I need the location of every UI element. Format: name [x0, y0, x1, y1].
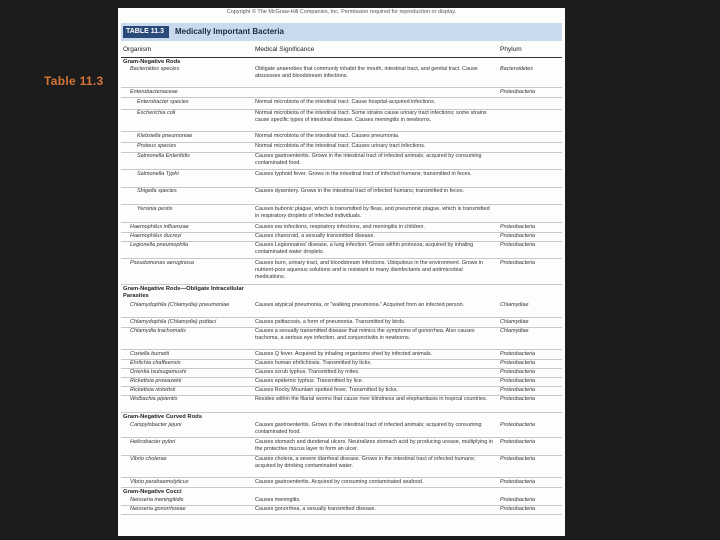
table-row — [121, 206, 562, 223]
organism-cell: Enterobacter species — [137, 99, 189, 105]
group-header-row — [121, 286, 562, 300]
significance-cell: Causes epidemic typhus. Transmitted by lice. — [255, 378, 364, 384]
phylum-cell: Proteobacteria — [500, 89, 536, 95]
organism-cell: Vibrio parahaemolyticus — [130, 479, 189, 485]
table-row — [121, 89, 562, 98]
organism-cell: Salmonella Typhi — [137, 171, 179, 177]
significance-cell: Causes ear infections, respiratory infections, and meningitis in children. — [255, 224, 425, 230]
table-row — [121, 387, 562, 396]
significance-cell: Causes Rocky Mountain spotted fever. Transmitted by ticks. — [255, 387, 398, 393]
table-row — [121, 396, 562, 413]
organism-cell: Helicobacter pylori — [130, 439, 176, 445]
significance-cell: Causes human ehrlichiosis. Transmitted by ticks. — [255, 360, 372, 366]
significance-cell: Causes gonorrhea, a sexually transmitted disease. — [255, 506, 377, 512]
table-row — [121, 369, 562, 378]
group-label: Gram-Negative Rods—Obligate Intracellular Parasites — [123, 286, 244, 299]
table-row — [121, 456, 562, 478]
significance-cell: Obligate anaerobes that commonly inhabit the mouth, intestinal tract, and genital tract. Cause abscesses and bloodstream infections. — [255, 66, 478, 79]
organism-cell: Neisseria gonorrhoeae — [130, 506, 186, 512]
significance-cell: Causes gastroenteritis. Grows in the intestinal tract of infected animals; acquired by consuming contaminated food. — [255, 153, 482, 166]
organism-cell: Chlamydophila (Chlamydia) psittaci — [130, 319, 217, 325]
organism-cell: Ehrlichia chaffeensis — [130, 360, 181, 366]
organism-cell: Salmonella Enteritidis — [137, 153, 190, 159]
phylum-cell: Proteobacteria — [500, 506, 536, 512]
table-row — [121, 422, 562, 438]
column-header-organism: Organism — [123, 46, 152, 53]
organism-cell: Orientia tsutsugamushi — [130, 369, 187, 375]
table-row — [121, 360, 562, 369]
table-row — [121, 143, 562, 153]
organism-cell: Neisseria meningitidis — [130, 497, 184, 503]
group-header-row — [121, 489, 562, 496]
table-row — [121, 153, 562, 170]
table-row — [121, 351, 562, 360]
significance-cell: Causes gastroenteritis. Acquired by consuming contaminated seafood. — [255, 479, 424, 485]
significance-cell: Causes meningitis. — [255, 497, 301, 503]
table-row — [121, 302, 562, 318]
organism-cell: Escherichia coli — [137, 110, 176, 116]
organism-cell: Chlamydia trachomatis — [130, 328, 186, 334]
phylum-cell: Proteobacteria — [500, 387, 536, 393]
group-label: Gram-Negative Cocci — [123, 489, 182, 495]
table-title: Medically Important Bacteria — [175, 27, 284, 36]
phylum-cell: Proteobacteria — [500, 439, 536, 445]
phylum-cell: Proteobacteria — [500, 479, 536, 485]
phylum-cell: Proteobacteria — [500, 224, 536, 230]
table-row — [121, 260, 562, 285]
table-row — [121, 328, 562, 350]
table-row — [121, 133, 562, 143]
phylum-cell: Proteobacteria — [500, 378, 536, 384]
significance-cell: Causes Legionnaires' disease, a lung infection. Grows within protozoa; acquired by inhaling contaminated water droplets. — [255, 242, 474, 255]
table-header — [121, 43, 562, 58]
phylum-cell: Chlamydiae — [500, 328, 529, 334]
phylum-cell: Proteobacteria — [500, 396, 536, 402]
group-label: Gram-Negative Rods — [123, 59, 181, 65]
significance-cell: Causes bubonic plague, which is transmitted by fleas, and pneumonic plague, which is transmitted in respiratory droplets of infected individuals. — [255, 206, 490, 219]
significance-cell: Normal microbiota of the intestinal tract. Cause hospital-acquired infections. — [255, 99, 436, 105]
significance-cell — [255, 89, 493, 97]
group-header-row — [121, 414, 562, 421]
organism-cell: Yersinia pestis — [137, 206, 173, 212]
significance-cell: Causes atypical pneumonia, or "walking pneumonia." Acquired from an infected person. — [255, 302, 465, 308]
organism-cell: Wolbachia pipientis — [130, 396, 178, 402]
organism-cell: Haemophilus influenzae — [130, 224, 189, 230]
table-row — [121, 497, 562, 506]
significance-cell: Causes psittacosis, a form of pneumonia. Transmitted by birds. — [255, 319, 406, 325]
phylum-cell: Proteobacteria — [500, 422, 536, 428]
phylum-cell: Proteobacteria — [500, 369, 536, 375]
organism-cell: Shigella species — [137, 188, 177, 194]
significance-cell: Causes chancroid, a sexually transmitted disease. — [255, 233, 375, 239]
phylum-cell: Proteobacteria — [500, 233, 536, 239]
phylum-cell: Proteobacteria — [500, 456, 536, 462]
column-header-significance: Medical Significance — [255, 46, 315, 53]
table-row — [121, 506, 562, 515]
organism-cell: Legionella pneumophila — [130, 242, 189, 248]
phylum-cell: Proteobacteria — [500, 260, 536, 266]
phylum-cell: Bacteroidetes — [500, 66, 533, 72]
organism-cell: Haemophilus ducreyi — [130, 233, 182, 239]
significance-cell: Normal microbiota of the intestinal tract. Causes urinary tract infections. — [255, 143, 426, 149]
significance-cell: Causes Q fever. Acquired by inhaling organisms shed by infected animals. — [255, 351, 433, 357]
group-label: Gram-Negative Curved Rods — [123, 414, 202, 420]
table-row — [121, 242, 562, 259]
table-row — [121, 224, 562, 233]
table-row — [121, 188, 562, 205]
table-row — [121, 110, 562, 132]
organism-cell: Chlamydophila (Chlamydia) pneumoniae — [130, 302, 230, 308]
table-number: TABLE 11.3 — [123, 26, 169, 38]
column-header-phylum: Phylum — [500, 46, 522, 53]
phylum-cell: Proteobacteria — [500, 242, 536, 248]
organism-cell: Bacteroides species — [130, 66, 180, 72]
organism-cell: Coxiella burnetii — [130, 351, 170, 357]
organism-cell: Campylobacter jejuni — [130, 422, 182, 428]
slide-label: Table 11.3 — [44, 74, 104, 88]
organism-cell: Pseudomonas aeruginosa — [130, 260, 194, 266]
organism-cell: Enterobacteriaceae — [130, 89, 178, 95]
table-title-bar — [121, 23, 562, 41]
significance-cell: Normal microbiota of the intestinal tract. Some strains cause urinary tract infections; some strains cause specific types of intestinal disease. Causes meningitis in newborns. — [255, 110, 487, 123]
organism-cell: Rickettsia rickettsii — [130, 387, 176, 393]
phylum-cell: Chlamydiae — [500, 302, 529, 308]
significance-cell: Causes typhoid fever. Grows in the intestinal tract of infected humans; transmitted in feces. — [255, 171, 472, 177]
phylum-cell: Proteobacteria — [500, 497, 536, 503]
organism-cell: Vibrio cholerae — [130, 456, 167, 462]
significance-cell: Normal microbiota of the intestinal tract. Causes pneumonia. — [255, 133, 400, 139]
organism-cell: Rickettsia prowazekii — [130, 378, 182, 384]
significance-cell: Causes gastroenteritis. Grows in the intestinal tract of infected animals; acquired by consuming contaminated food. — [255, 422, 482, 435]
significance-cell: Causes a sexually transmitted disease that mimics the symptoms of gonorrhea. Also causes trachoma, a serious eye infection, and conjunctivitis in newborns. — [255, 328, 475, 341]
significance-cell: Resides within the filarial worms that cause river blindness and elephantiasis in tropical countries. — [255, 396, 488, 402]
organism-cell: Klebsiella pneumoniae — [137, 133, 193, 139]
group-header-row — [121, 59, 562, 66]
significance-cell: Causes scrub typhus. Transmitted by mites. — [255, 369, 360, 375]
table-row — [121, 319, 562, 328]
table-row — [121, 439, 562, 456]
table-row — [121, 171, 562, 188]
table-row — [121, 66, 562, 88]
table-page — [118, 8, 565, 536]
phylum-cell: Chlamydiae — [500, 319, 529, 325]
organism-cell: Proteus species — [137, 143, 177, 149]
phylum-cell: Proteobacteria — [500, 351, 536, 357]
significance-cell: Causes burn, urinary tract, and bloodstream infections. Ubiquitous in the environment. Grows in nutrient-poor aqueous solutions and is resistant to many disinfectants and antimicrobial medications. — [255, 260, 484, 280]
table-row — [121, 479, 562, 488]
phylum-cell: Proteobacteria — [500, 360, 536, 366]
table-row — [121, 99, 562, 110]
table-row — [121, 378, 562, 387]
significance-cell: Causes dysentery. Grows in the intestinal tract of infected humans; transmitted in feces. — [255, 188, 465, 194]
significance-cell: Causes cholera, a severe diarrheal disease. Grows in the intestinal tract of infected humans; acquired by drinking contaminated water. — [255, 456, 476, 469]
table-row — [121, 233, 562, 242]
significance-cell: Causes stomach and duodenal ulcers. Neutralizes stomach acid by producing urease, multiplying in the protective mucus layer to form an ulcer. — [255, 439, 493, 452]
copyright-notice: Copyright © The McGraw-Hill Companies, Inc. Permission required for reproduction or display. — [226, 9, 457, 15]
